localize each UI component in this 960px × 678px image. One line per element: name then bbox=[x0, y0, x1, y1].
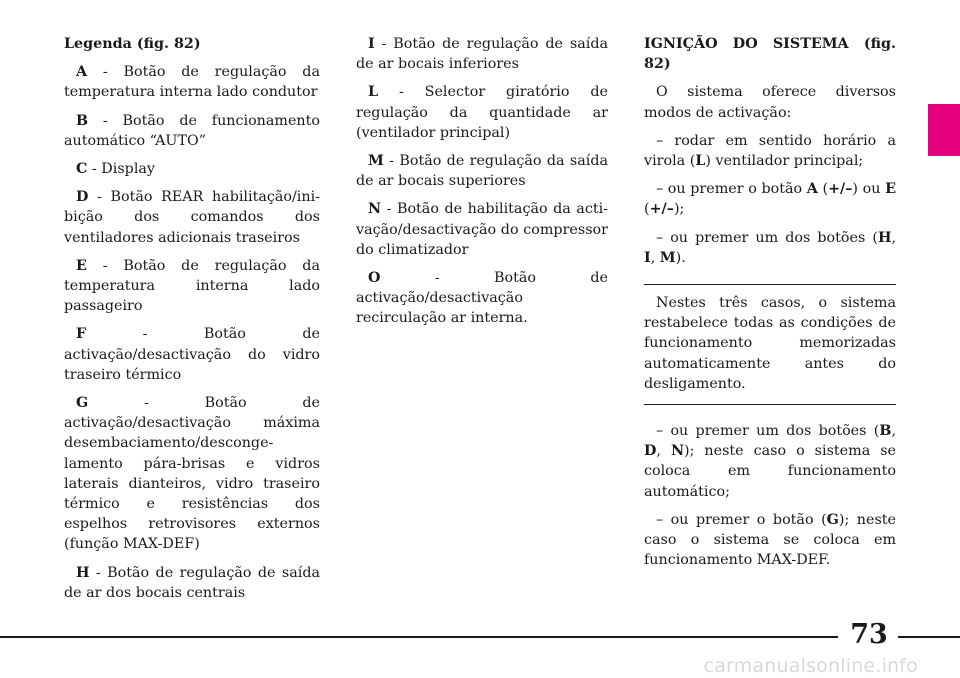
legend-item-m: M - Botão de regulação da saída de ar bocais superiores bbox=[356, 153, 608, 190]
legend-item-c: C - Display bbox=[76, 161, 156, 178]
legend-item-d: D - Botão REAR habilitação/inibição dos comandos dos ventiladores adicionais traseiros bbox=[64, 189, 320, 246]
legend-item-b: B - Botão de funcionamento automático “AUTO” bbox=[64, 112, 320, 149]
footer-rule bbox=[0, 636, 838, 638]
watermark: carmanualsonline.info bbox=[703, 655, 918, 677]
legend-item-i: I - Botão de regulação de saída de ar bocais inferiores bbox=[356, 36, 608, 73]
legend-item-o: O - Botão de activação/desactivação recirculação ar interna. bbox=[356, 270, 608, 327]
legend-column-left bbox=[64, 34, 320, 611]
legend-item-h: H - Botão de regulação de saída de ar dos bocais centrais bbox=[64, 564, 320, 601]
section-tab-marker bbox=[928, 104, 960, 156]
legend-item-l: L - Selector giratório de regulação da quantidade ar (ventilador principal) bbox=[356, 84, 608, 141]
legend-item-e: E - Botão de regulação da temperatura interna lado passageiro bbox=[64, 257, 320, 315]
legend-item-g: G - Botão de activação/desactivação máxima desembaciamento/descongelamento pára-brisas e vidros laterais dianteiros, vidro traseiro térmico e resistências dos espelhos retrovisores externos (função MAX-DEF) bbox=[64, 395, 320, 553]
ignition-step-3: – ou premer um dos botões (H, I, M). bbox=[644, 229, 896, 266]
ignition-step-5: – ou premer o botão (G); neste caso o sistema se coloca em funcionamento MAX-DEF. bbox=[644, 511, 896, 569]
ignition-step-4: – ou premer um dos botões (B, D, N); neste caso o sistema se coloca em funcionamento automático; bbox=[644, 423, 897, 500]
ignition-intro: O sistema oferece diversos modos de activação: bbox=[644, 84, 896, 121]
ignition-note: Nestes três casos, o sistema restabelece todas as condições de funcionamento memorizadas automaticamente antes do desligamento. bbox=[644, 295, 896, 392]
legend-item-a: A - Botão de regulação da temperatura interna lado condutor bbox=[64, 64, 320, 101]
ignition-title: IGNIÇÃO DO SISTEMA (fig. 82) bbox=[644, 36, 896, 73]
legend-column-middle bbox=[356, 34, 608, 337]
page-number: 73 bbox=[850, 619, 888, 650]
ignition-note-box bbox=[644, 284, 896, 405]
legend-item-f: F - Botão de activação/desactivação do vidro traseiro térmico bbox=[64, 326, 320, 383]
legend-item-n: N - Botão de habilitação da activação/desactivação do compressor do climatizador bbox=[356, 201, 608, 258]
legend-title: Legenda (fig. 82) bbox=[64, 36, 201, 52]
ignition-step-1: – rodar em sentido horário a virola (L) ventilador principal; bbox=[644, 132, 896, 170]
footer-rule-right bbox=[898, 636, 960, 638]
ignition-column bbox=[644, 34, 896, 578]
ignition-step-2: – ou premer o botão A (+/–) ou E (+/–); bbox=[644, 181, 897, 218]
